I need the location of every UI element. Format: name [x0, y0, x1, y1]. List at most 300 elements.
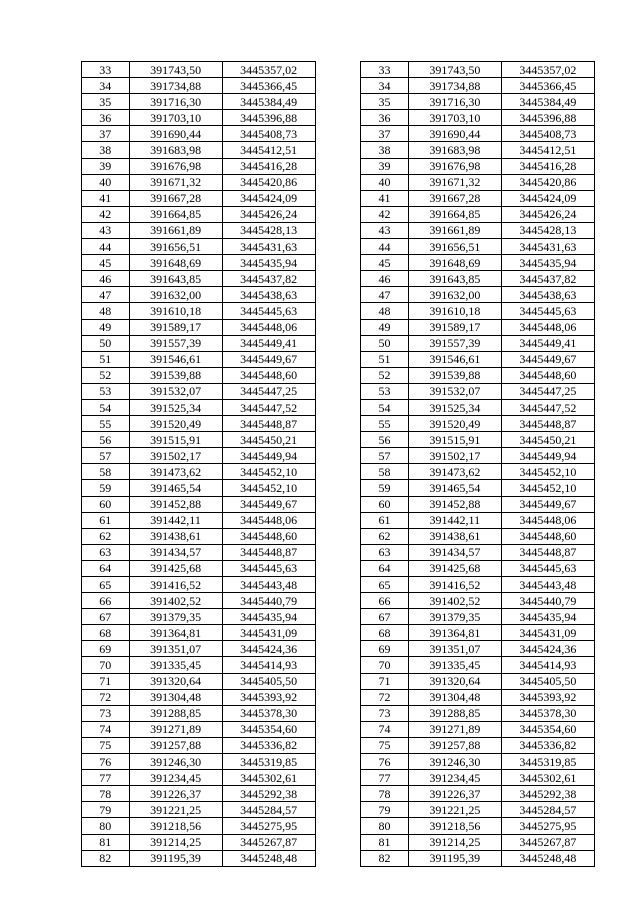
- left-point-number-cell: 44: [82, 239, 130, 255]
- column-gap: [315, 126, 361, 142]
- right-y-coordinate-cell: 3445248,48: [501, 850, 594, 866]
- right-point-number-cell: 38: [361, 142, 409, 158]
- left-y-coordinate-cell: 3445408,73: [222, 126, 315, 142]
- table-row: [82, 737, 595, 753]
- table-row: [82, 206, 595, 222]
- left-y-coordinate-cell: 3445445,63: [222, 560, 315, 576]
- left-point-number-cell: 81: [82, 834, 130, 850]
- right-point-number-cell: 56: [361, 432, 409, 448]
- table-row: [82, 319, 595, 335]
- right-y-coordinate-cell: 3445354,60: [501, 721, 594, 737]
- left-x-coordinate-cell: 391667,28: [129, 190, 222, 206]
- right-x-coordinate-cell: 391226,37: [408, 786, 501, 802]
- table-row: [82, 126, 595, 142]
- left-point-number-cell: 50: [82, 335, 130, 351]
- left-y-coordinate-cell: 3445414,93: [222, 657, 315, 673]
- left-x-coordinate-cell: 391683,98: [129, 142, 222, 158]
- left-point-number-cell: 45: [82, 255, 130, 271]
- left-x-coordinate-cell: 391351,07: [129, 641, 222, 657]
- left-y-coordinate-cell: 3445448,87: [222, 544, 315, 560]
- left-point-number-cell: 61: [82, 512, 130, 528]
- column-gap: [315, 464, 361, 480]
- table-row: [82, 94, 595, 110]
- column-gap: [315, 222, 361, 238]
- right-x-coordinate-cell: 391304,48: [408, 689, 501, 705]
- right-point-number-cell: 60: [361, 496, 409, 512]
- left-x-coordinate-cell: 391671,32: [129, 174, 222, 190]
- right-point-number-cell: 35: [361, 94, 409, 110]
- right-x-coordinate-cell: 391271,89: [408, 721, 501, 737]
- column-gap: [315, 303, 361, 319]
- right-y-coordinate-cell: 3445366,45: [501, 78, 594, 94]
- left-y-coordinate-cell: 3445448,06: [222, 512, 315, 528]
- left-y-coordinate-cell: 3445416,28: [222, 158, 315, 174]
- left-x-coordinate-cell: 391246,30: [129, 754, 222, 770]
- left-point-number-cell: 53: [82, 383, 130, 399]
- right-point-number-cell: 47: [361, 287, 409, 303]
- right-y-coordinate-cell: 3445424,09: [501, 190, 594, 206]
- right-point-number-cell: 72: [361, 689, 409, 705]
- left-x-coordinate-cell: 391515,91: [129, 432, 222, 448]
- column-gap: [315, 770, 361, 786]
- table-row: [82, 657, 595, 673]
- right-point-number-cell: 41: [361, 190, 409, 206]
- table-row: [82, 383, 595, 399]
- left-point-number-cell: 34: [82, 78, 130, 94]
- column-gap: [315, 737, 361, 753]
- right-point-number-cell: 68: [361, 625, 409, 641]
- left-y-coordinate-cell: 3445336,82: [222, 737, 315, 753]
- left-x-coordinate-cell: 391690,44: [129, 126, 222, 142]
- right-y-coordinate-cell: 3445435,94: [501, 609, 594, 625]
- left-x-coordinate-cell: 391452,88: [129, 496, 222, 512]
- left-y-coordinate-cell: 3445448,87: [222, 416, 315, 432]
- right-y-coordinate-cell: 3445414,93: [501, 657, 594, 673]
- right-point-number-cell: 45: [361, 255, 409, 271]
- left-y-coordinate-cell: 3445448,60: [222, 367, 315, 383]
- column-gap: [315, 351, 361, 367]
- right-point-number-cell: 65: [361, 577, 409, 593]
- right-point-number-cell: 46: [361, 271, 409, 287]
- table-row: [82, 641, 595, 657]
- left-x-coordinate-cell: 391320,64: [129, 673, 222, 689]
- right-point-number-cell: 62: [361, 528, 409, 544]
- left-point-number-cell: 57: [82, 448, 130, 464]
- right-point-number-cell: 82: [361, 850, 409, 866]
- right-point-number-cell: 63: [361, 544, 409, 560]
- right-x-coordinate-cell: 391703,10: [408, 110, 501, 126]
- right-y-coordinate-cell: 3445267,87: [501, 834, 594, 850]
- right-y-coordinate-cell: 3445452,10: [501, 464, 594, 480]
- table-row: [82, 190, 595, 206]
- right-x-coordinate-cell: 391589,17: [408, 319, 501, 335]
- right-point-number-cell: 71: [361, 673, 409, 689]
- column-gap: [315, 416, 361, 432]
- right-point-number-cell: 58: [361, 464, 409, 480]
- left-y-coordinate-cell: 3445396,88: [222, 110, 315, 126]
- right-x-coordinate-cell: 391246,30: [408, 754, 501, 770]
- column-gap: [315, 110, 361, 126]
- coordinates-table-body: [82, 62, 595, 867]
- left-point-number-cell: 75: [82, 737, 130, 753]
- right-y-coordinate-cell: 3445302,61: [501, 770, 594, 786]
- right-y-coordinate-cell: 3445396,88: [501, 110, 594, 126]
- left-y-coordinate-cell: 3445354,60: [222, 721, 315, 737]
- right-y-coordinate-cell: 3445412,51: [501, 142, 594, 158]
- right-x-coordinate-cell: 391416,52: [408, 577, 501, 593]
- table-row: [82, 786, 595, 802]
- left-x-coordinate-cell: 391304,48: [129, 689, 222, 705]
- left-y-coordinate-cell: 3445435,94: [222, 255, 315, 271]
- left-y-coordinate-cell: 3445420,86: [222, 174, 315, 190]
- table-row: [82, 625, 595, 641]
- left-y-coordinate-cell: 3445449,67: [222, 496, 315, 512]
- right-point-number-cell: 53: [361, 383, 409, 399]
- right-y-coordinate-cell: 3445448,60: [501, 528, 594, 544]
- left-x-coordinate-cell: 391226,37: [129, 786, 222, 802]
- right-x-coordinate-cell: 391402,52: [408, 593, 501, 609]
- table-row: [82, 544, 595, 560]
- left-x-coordinate-cell: 391416,52: [129, 577, 222, 593]
- column-gap: [315, 705, 361, 721]
- left-point-number-cell: 71: [82, 673, 130, 689]
- right-y-coordinate-cell: 3445445,63: [501, 560, 594, 576]
- right-y-coordinate-cell: 3445452,10: [501, 480, 594, 496]
- left-point-number-cell: 47: [82, 287, 130, 303]
- right-y-coordinate-cell: 3445384,49: [501, 94, 594, 110]
- left-x-coordinate-cell: 391610,18: [129, 303, 222, 319]
- right-y-coordinate-cell: 3445357,02: [501, 62, 594, 78]
- right-x-coordinate-cell: 391734,88: [408, 78, 501, 94]
- right-point-number-cell: 70: [361, 657, 409, 673]
- right-point-number-cell: 34: [361, 78, 409, 94]
- left-y-coordinate-cell: 3445292,38: [222, 786, 315, 802]
- right-y-coordinate-cell: 3445443,48: [501, 577, 594, 593]
- right-x-coordinate-cell: 391502,17: [408, 448, 501, 464]
- right-x-coordinate-cell: 391515,91: [408, 432, 501, 448]
- left-point-number-cell: 68: [82, 625, 130, 641]
- right-point-number-cell: 33: [361, 62, 409, 78]
- left-point-number-cell: 62: [82, 528, 130, 544]
- column-gap: [315, 174, 361, 190]
- left-point-number-cell: 46: [82, 271, 130, 287]
- left-point-number-cell: 60: [82, 496, 130, 512]
- right-point-number-cell: 55: [361, 416, 409, 432]
- column-gap: [315, 78, 361, 94]
- right-point-number-cell: 43: [361, 222, 409, 238]
- right-x-coordinate-cell: 391643,85: [408, 271, 501, 287]
- left-y-coordinate-cell: 3445437,82: [222, 271, 315, 287]
- right-y-coordinate-cell: 3445284,57: [501, 802, 594, 818]
- right-point-number-cell: 80: [361, 818, 409, 834]
- right-y-coordinate-cell: 3445431,63: [501, 239, 594, 255]
- right-point-number-cell: 51: [361, 351, 409, 367]
- column-gap: [315, 287, 361, 303]
- right-y-coordinate-cell: 3445428,13: [501, 222, 594, 238]
- table-row: [82, 834, 595, 850]
- table-row: [82, 577, 595, 593]
- left-x-coordinate-cell: 391434,57: [129, 544, 222, 560]
- left-y-coordinate-cell: 3445438,63: [222, 287, 315, 303]
- left-point-number-cell: 67: [82, 609, 130, 625]
- right-point-number-cell: 78: [361, 786, 409, 802]
- right-x-coordinate-cell: 391664,85: [408, 206, 501, 222]
- column-gap: [315, 657, 361, 673]
- right-x-coordinate-cell: 391320,64: [408, 673, 501, 689]
- right-x-coordinate-cell: 391234,45: [408, 770, 501, 786]
- right-point-number-cell: 74: [361, 721, 409, 737]
- left-point-number-cell: 79: [82, 802, 130, 818]
- left-y-coordinate-cell: 3445452,10: [222, 464, 315, 480]
- right-y-coordinate-cell: 3445450,21: [501, 432, 594, 448]
- left-y-coordinate-cell: 3445448,60: [222, 528, 315, 544]
- right-y-coordinate-cell: 3445449,94: [501, 448, 594, 464]
- left-y-coordinate-cell: 3445393,92: [222, 689, 315, 705]
- column-gap: [315, 158, 361, 174]
- column-gap: [315, 255, 361, 271]
- left-x-coordinate-cell: 391221,25: [129, 802, 222, 818]
- column-gap: [315, 335, 361, 351]
- right-point-number-cell: 36: [361, 110, 409, 126]
- table-row: [82, 271, 595, 287]
- left-point-number-cell: 42: [82, 206, 130, 222]
- right-y-coordinate-cell: 3445393,92: [501, 689, 594, 705]
- right-y-coordinate-cell: 3445416,28: [501, 158, 594, 174]
- left-x-coordinate-cell: 391589,17: [129, 319, 222, 335]
- left-y-coordinate-cell: 3445378,30: [222, 705, 315, 721]
- right-x-coordinate-cell: 391364,81: [408, 625, 501, 641]
- left-point-number-cell: 33: [82, 62, 130, 78]
- column-gap: [315, 367, 361, 383]
- right-y-coordinate-cell: 3445292,38: [501, 786, 594, 802]
- right-point-number-cell: 44: [361, 239, 409, 255]
- column-gap: [315, 432, 361, 448]
- left-y-coordinate-cell: 3445449,67: [222, 351, 315, 367]
- right-y-coordinate-cell: 3445448,87: [501, 416, 594, 432]
- column-gap: [315, 142, 361, 158]
- left-x-coordinate-cell: 391425,68: [129, 560, 222, 576]
- right-x-coordinate-cell: 391539,88: [408, 367, 501, 383]
- table-row: [82, 416, 595, 432]
- left-x-coordinate-cell: 391525,34: [129, 399, 222, 415]
- column-gap: [315, 239, 361, 255]
- right-point-number-cell: 48: [361, 303, 409, 319]
- left-y-coordinate-cell: 3445447,25: [222, 383, 315, 399]
- left-point-number-cell: 66: [82, 593, 130, 609]
- right-x-coordinate-cell: 391656,51: [408, 239, 501, 255]
- right-x-coordinate-cell: 391434,57: [408, 544, 501, 560]
- right-x-coordinate-cell: 391195,39: [408, 850, 501, 866]
- left-point-number-cell: 73: [82, 705, 130, 721]
- column-gap: [315, 721, 361, 737]
- column-gap: [315, 528, 361, 544]
- right-y-coordinate-cell: 3445438,63: [501, 287, 594, 303]
- right-y-coordinate-cell: 3445447,25: [501, 383, 594, 399]
- right-y-coordinate-cell: 3445449,41: [501, 335, 594, 351]
- left-point-number-cell: 36: [82, 110, 130, 126]
- left-x-coordinate-cell: 391218,56: [129, 818, 222, 834]
- left-y-coordinate-cell: 3445424,09: [222, 190, 315, 206]
- column-gap: [315, 689, 361, 705]
- right-x-coordinate-cell: 391546,61: [408, 351, 501, 367]
- right-x-coordinate-cell: 391288,85: [408, 705, 501, 721]
- left-x-coordinate-cell: 391335,45: [129, 657, 222, 673]
- left-x-coordinate-cell: 391546,61: [129, 351, 222, 367]
- left-y-coordinate-cell: 3445267,87: [222, 834, 315, 850]
- right-y-coordinate-cell: 3445431,09: [501, 625, 594, 641]
- left-point-number-cell: 55: [82, 416, 130, 432]
- right-point-number-cell: 37: [361, 126, 409, 142]
- right-x-coordinate-cell: 391218,56: [408, 818, 501, 834]
- right-x-coordinate-cell: 391525,34: [408, 399, 501, 415]
- right-x-coordinate-cell: 391452,88: [408, 496, 501, 512]
- right-y-coordinate-cell: 3445445,63: [501, 303, 594, 319]
- right-y-coordinate-cell: 3445448,87: [501, 544, 594, 560]
- right-x-coordinate-cell: 391221,25: [408, 802, 501, 818]
- left-y-coordinate-cell: 3445440,79: [222, 593, 315, 609]
- table-row: [82, 721, 595, 737]
- table-row: [82, 142, 595, 158]
- right-x-coordinate-cell: 391442,11: [408, 512, 501, 528]
- table-row: [82, 222, 595, 238]
- left-y-coordinate-cell: 3445405,50: [222, 673, 315, 689]
- coordinates-table: [81, 61, 595, 867]
- left-point-number-cell: 74: [82, 721, 130, 737]
- right-y-coordinate-cell: 3445440,79: [501, 593, 594, 609]
- left-point-number-cell: 54: [82, 399, 130, 415]
- left-y-coordinate-cell: 3445366,45: [222, 78, 315, 94]
- left-x-coordinate-cell: 391438,61: [129, 528, 222, 544]
- table-row: [82, 705, 595, 721]
- right-point-number-cell: 77: [361, 770, 409, 786]
- right-point-number-cell: 42: [361, 206, 409, 222]
- left-point-number-cell: 35: [82, 94, 130, 110]
- left-point-number-cell: 80: [82, 818, 130, 834]
- left-point-number-cell: 77: [82, 770, 130, 786]
- right-x-coordinate-cell: 391335,45: [408, 657, 501, 673]
- table-row: [82, 174, 595, 190]
- left-point-number-cell: 64: [82, 560, 130, 576]
- left-point-number-cell: 76: [82, 754, 130, 770]
- right-point-number-cell: 52: [361, 367, 409, 383]
- right-x-coordinate-cell: 391676,98: [408, 158, 501, 174]
- column-gap: [315, 448, 361, 464]
- right-y-coordinate-cell: 3445448,06: [501, 319, 594, 335]
- left-x-coordinate-cell: 391632,00: [129, 287, 222, 303]
- right-y-coordinate-cell: 3445319,85: [501, 754, 594, 770]
- table-row: [82, 496, 595, 512]
- left-y-coordinate-cell: 3445284,57: [222, 802, 315, 818]
- right-y-coordinate-cell: 3445435,94: [501, 255, 594, 271]
- right-x-coordinate-cell: 391465,54: [408, 480, 501, 496]
- left-y-coordinate-cell: 3445445,63: [222, 303, 315, 319]
- table-row: [82, 158, 595, 174]
- left-y-coordinate-cell: 3445431,09: [222, 625, 315, 641]
- left-x-coordinate-cell: 391664,85: [129, 206, 222, 222]
- left-x-coordinate-cell: 391288,85: [129, 705, 222, 721]
- right-point-number-cell: 54: [361, 399, 409, 415]
- right-x-coordinate-cell: 391473,62: [408, 464, 501, 480]
- right-x-coordinate-cell: 391214,25: [408, 834, 501, 850]
- table-row: [82, 609, 595, 625]
- right-y-coordinate-cell: 3445408,73: [501, 126, 594, 142]
- right-x-coordinate-cell: 391667,28: [408, 190, 501, 206]
- left-y-coordinate-cell: 3445428,13: [222, 222, 315, 238]
- right-point-number-cell: 75: [361, 737, 409, 753]
- table-row: [82, 239, 595, 255]
- column-gap: [315, 577, 361, 593]
- left-x-coordinate-cell: 391442,11: [129, 512, 222, 528]
- left-point-number-cell: 82: [82, 850, 130, 866]
- table-row: [82, 303, 595, 319]
- left-x-coordinate-cell: 391465,54: [129, 480, 222, 496]
- table-row: [82, 754, 595, 770]
- right-y-coordinate-cell: 3445424,36: [501, 641, 594, 657]
- left-x-coordinate-cell: 391661,89: [129, 222, 222, 238]
- left-point-number-cell: 65: [82, 577, 130, 593]
- right-point-number-cell: 49: [361, 319, 409, 335]
- left-x-coordinate-cell: 391539,88: [129, 367, 222, 383]
- column-gap: [315, 609, 361, 625]
- right-y-coordinate-cell: 3445437,82: [501, 271, 594, 287]
- column-gap: [315, 512, 361, 528]
- left-point-number-cell: 56: [82, 432, 130, 448]
- right-y-coordinate-cell: 3445420,86: [501, 174, 594, 190]
- table-row: [82, 850, 595, 866]
- left-point-number-cell: 48: [82, 303, 130, 319]
- left-point-number-cell: 49: [82, 319, 130, 335]
- left-y-coordinate-cell: 3445426,24: [222, 206, 315, 222]
- column-gap: [315, 834, 361, 850]
- right-y-coordinate-cell: 3445275,95: [501, 818, 594, 834]
- left-x-coordinate-cell: 391648,69: [129, 255, 222, 271]
- column-gap: [315, 544, 361, 560]
- table-row: [82, 818, 595, 834]
- right-y-coordinate-cell: 3445449,67: [501, 351, 594, 367]
- right-x-coordinate-cell: 391683,98: [408, 142, 501, 158]
- right-point-number-cell: 50: [361, 335, 409, 351]
- right-point-number-cell: 69: [361, 641, 409, 657]
- right-point-number-cell: 76: [361, 754, 409, 770]
- left-x-coordinate-cell: 391532,07: [129, 383, 222, 399]
- left-x-coordinate-cell: 391402,52: [129, 593, 222, 609]
- column-gap: [315, 496, 361, 512]
- right-point-number-cell: 66: [361, 593, 409, 609]
- left-point-number-cell: 72: [82, 689, 130, 705]
- left-point-number-cell: 70: [82, 657, 130, 673]
- table-row: [82, 689, 595, 705]
- left-point-number-cell: 40: [82, 174, 130, 190]
- left-x-coordinate-cell: 391214,25: [129, 834, 222, 850]
- right-x-coordinate-cell: 391648,69: [408, 255, 501, 271]
- right-x-coordinate-cell: 391671,32: [408, 174, 501, 190]
- column-gap: [315, 271, 361, 287]
- left-x-coordinate-cell: 391743,50: [129, 62, 222, 78]
- column-gap: [315, 190, 361, 206]
- left-y-coordinate-cell: 3445248,48: [222, 850, 315, 866]
- column-gap: [315, 206, 361, 222]
- left-x-coordinate-cell: 391703,10: [129, 110, 222, 126]
- right-y-coordinate-cell: 3445378,30: [501, 705, 594, 721]
- left-x-coordinate-cell: 391520,49: [129, 416, 222, 432]
- left-y-coordinate-cell: 3445452,10: [222, 480, 315, 496]
- column-gap: [315, 850, 361, 866]
- left-y-coordinate-cell: 3445424,36: [222, 641, 315, 657]
- right-point-number-cell: 64: [361, 560, 409, 576]
- table-row: [82, 110, 595, 126]
- right-point-number-cell: 61: [361, 512, 409, 528]
- left-x-coordinate-cell: 391364,81: [129, 625, 222, 641]
